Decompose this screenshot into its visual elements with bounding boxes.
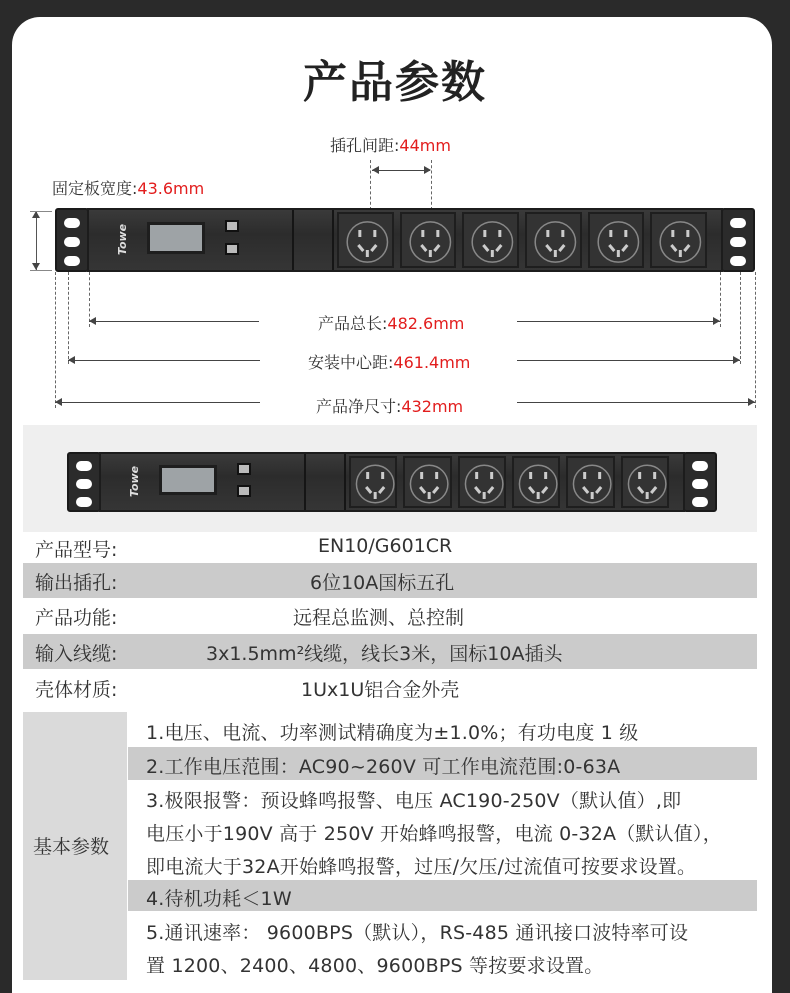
mount-hole <box>76 497 92 507</box>
power-socket <box>621 456 669 508</box>
mount-hole <box>692 461 708 471</box>
mount-hole <box>692 497 708 507</box>
power-socket <box>566 456 614 508</box>
mount-hole <box>730 218 746 228</box>
right-mount-ear <box>721 208 755 272</box>
spec-row-cable: 输入线缆: 3x1.5mm²线缆，线长3米，国标10A插头 <box>23 634 757 669</box>
power-socket <box>512 456 560 508</box>
spec-row-model: 产品型号: EN10/G601CR <box>35 535 453 561</box>
brand-logo: Towe <box>128 465 142 498</box>
basic-line: 1.电压、电流、功率测试精确度为±1.0%；有功电度 1 级 <box>146 722 639 744</box>
mount-center-label: 安装中心距:461.4mm <box>308 353 471 372</box>
panel-divider <box>332 210 334 270</box>
basic-line: 5.通讯速率： 9600BPS（默认），RS-485 通讯接口波特率可设 置 1200、2400、4800、9600BPS 等按要求设置。 <box>146 922 689 977</box>
net-size-label: 产品净尺寸:432mm <box>316 397 464 416</box>
panel-divider <box>344 454 346 510</box>
pdu-diagram-image <box>55 208 755 272</box>
power-socket <box>337 212 394 268</box>
mount-hole <box>76 461 92 471</box>
power-socket <box>650 212 707 268</box>
left-mount-ear <box>55 208 89 272</box>
mount-hole <box>64 256 80 266</box>
socket-pitch-label: 插孔间距:44mm <box>330 136 451 155</box>
brand-logo: Towe <box>116 223 130 256</box>
basic-line: 2.工作电压范围：AC90~260V 可工作电流范围:0-63A <box>128 747 757 780</box>
page-title: 产品参数 <box>303 57 487 108</box>
rj45-port <box>237 463 251 475</box>
power-socket <box>400 212 457 268</box>
mount-hole <box>730 237 746 247</box>
spec-row-output: 输出插孔: 6位10A国标五孔 <box>23 563 757 598</box>
basic-line: 4.待机功耗＜1W <box>128 880 757 911</box>
left-mount-ear <box>67 452 101 512</box>
power-socket <box>588 212 645 268</box>
mount-hole <box>64 237 80 247</box>
basic-params-header: 基本参数 <box>23 712 127 980</box>
rj45-port <box>225 220 239 232</box>
rj45-port <box>225 243 239 255</box>
panel-divider <box>304 454 306 510</box>
mount-hole <box>730 256 746 266</box>
pdu-photo-image <box>67 452 717 512</box>
rj45-port <box>237 485 251 497</box>
total-length-label: 产品总长:482.6mm <box>318 314 465 333</box>
power-socket <box>349 456 397 508</box>
power-socket <box>462 212 519 268</box>
panel-divider <box>292 210 294 270</box>
power-socket <box>403 456 451 508</box>
right-mount-ear <box>683 452 717 512</box>
lcd-screen <box>159 465 217 495</box>
basic-line: 3.极限报警：预设蜂鸣报警、电压 AC190-250V（默认值）,即 电压小于190V 高于 250V 开始蜂鸣报警，电流 0-32A（默认值）， 即电流大于32A开始蜂鸣报警，过压/欠压/过流值可按要求设置。 <box>146 790 722 878</box>
plate-width-label: 固定板宽度:43.6mm <box>52 179 205 198</box>
spec-row-function: 产品功能: 远程总监测、总控制 <box>35 607 465 629</box>
mount-hole <box>76 479 92 489</box>
power-socket <box>525 212 582 268</box>
mount-hole <box>64 218 80 228</box>
power-socket <box>458 456 506 508</box>
lcd-screen <box>147 222 205 254</box>
mount-hole <box>692 479 708 489</box>
spec-row-material: 壳体材质: 1Ux1U铝合金外壳 <box>35 679 460 701</box>
